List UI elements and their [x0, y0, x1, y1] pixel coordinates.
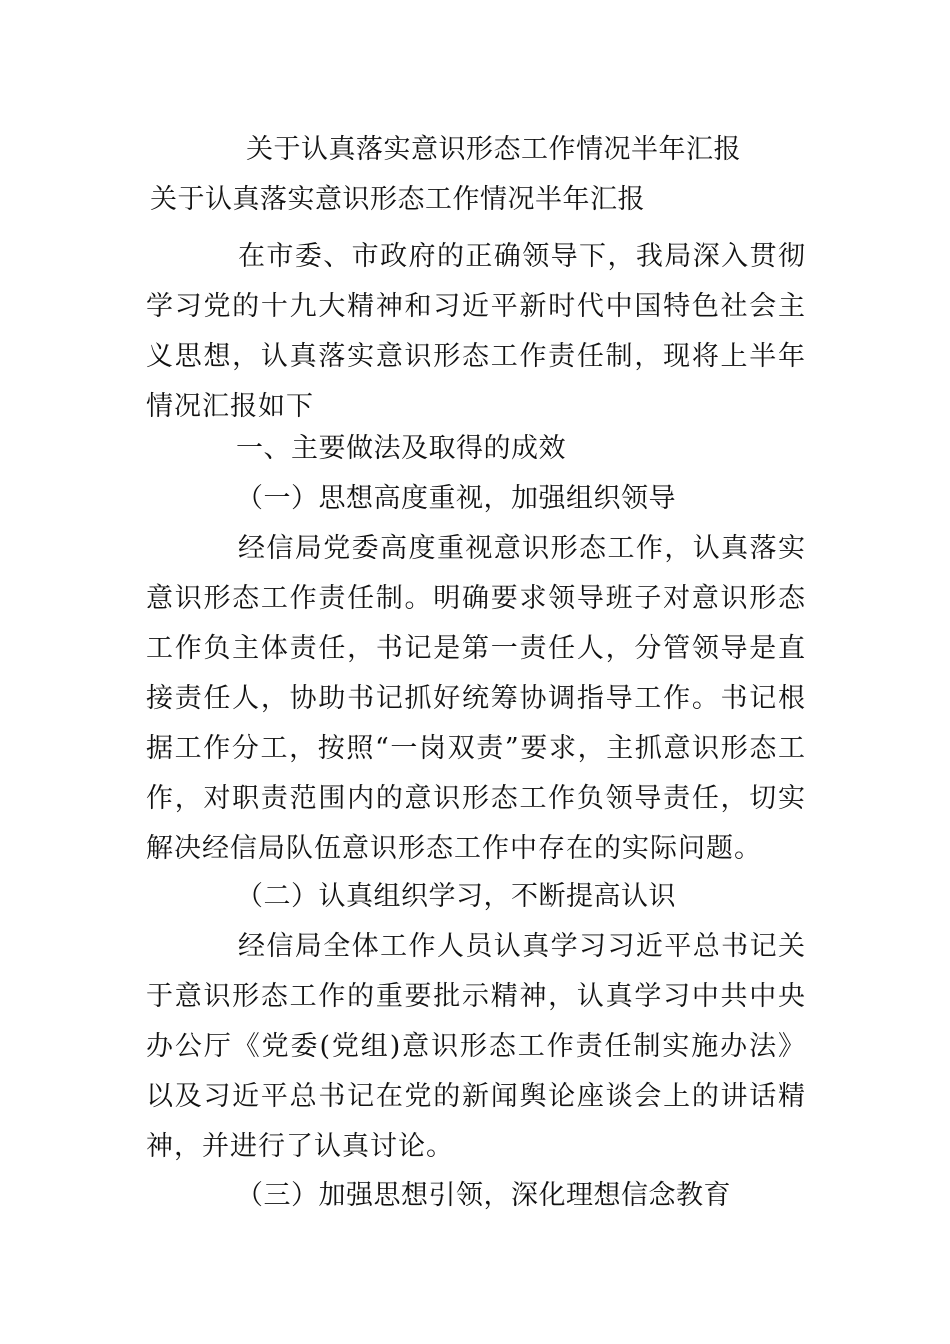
document-subtitle: 关于认真落实意识形态工作情况半年汇报: [150, 184, 645, 215]
subsection-body-2: 经信局全体工作人员认真学习习近平总书记关于意识形态工作的重要批示精神，认真学习中共中央办公厅《党委(党组)意识形态工作责任制实施办法》以及习近平总书记在党的新闻舆论座谈会上的讲话精神，并进行了认真讨论。: [146, 931, 806, 1162]
intro-paragraph: 在市委、市政府的正确领导下，我局深入贯彻学习党的十九大精神和习近平新时代中国特色社会主义思想，认真落实意识形态工作责任制，现将上半年情况汇报如下: [146, 241, 806, 422]
section-heading-1: 一、主要做法及取得的成效: [236, 433, 566, 464]
subsection-heading-3: （三）加强思想引领，深化理想信念教育: [236, 1180, 731, 1211]
document-title: 关于认真落实意识形态工作情况半年汇报: [246, 134, 741, 165]
subsection-heading-2: （二）认真组织学习，不断提高认识: [236, 881, 676, 912]
subsection-body-1: 经信局党委高度重视意识形态工作，认真落实意识形态工作责任制。明确要求领导班子对意识形态工作负主体责任，书记是第一责任人，分管领导是直接责任人，协助书记抓好统筹协调指导工作。书记根据工作分工，按照“一岗双责”要求，主抓意识形态工作，对职责范围内的意识形态工作负领导责任，切实解决经信局队伍意识形态工作中存在的实际问题。: [146, 533, 806, 864]
subsection-heading-1: （一）思想高度重视，加强组织领导: [236, 483, 676, 514]
